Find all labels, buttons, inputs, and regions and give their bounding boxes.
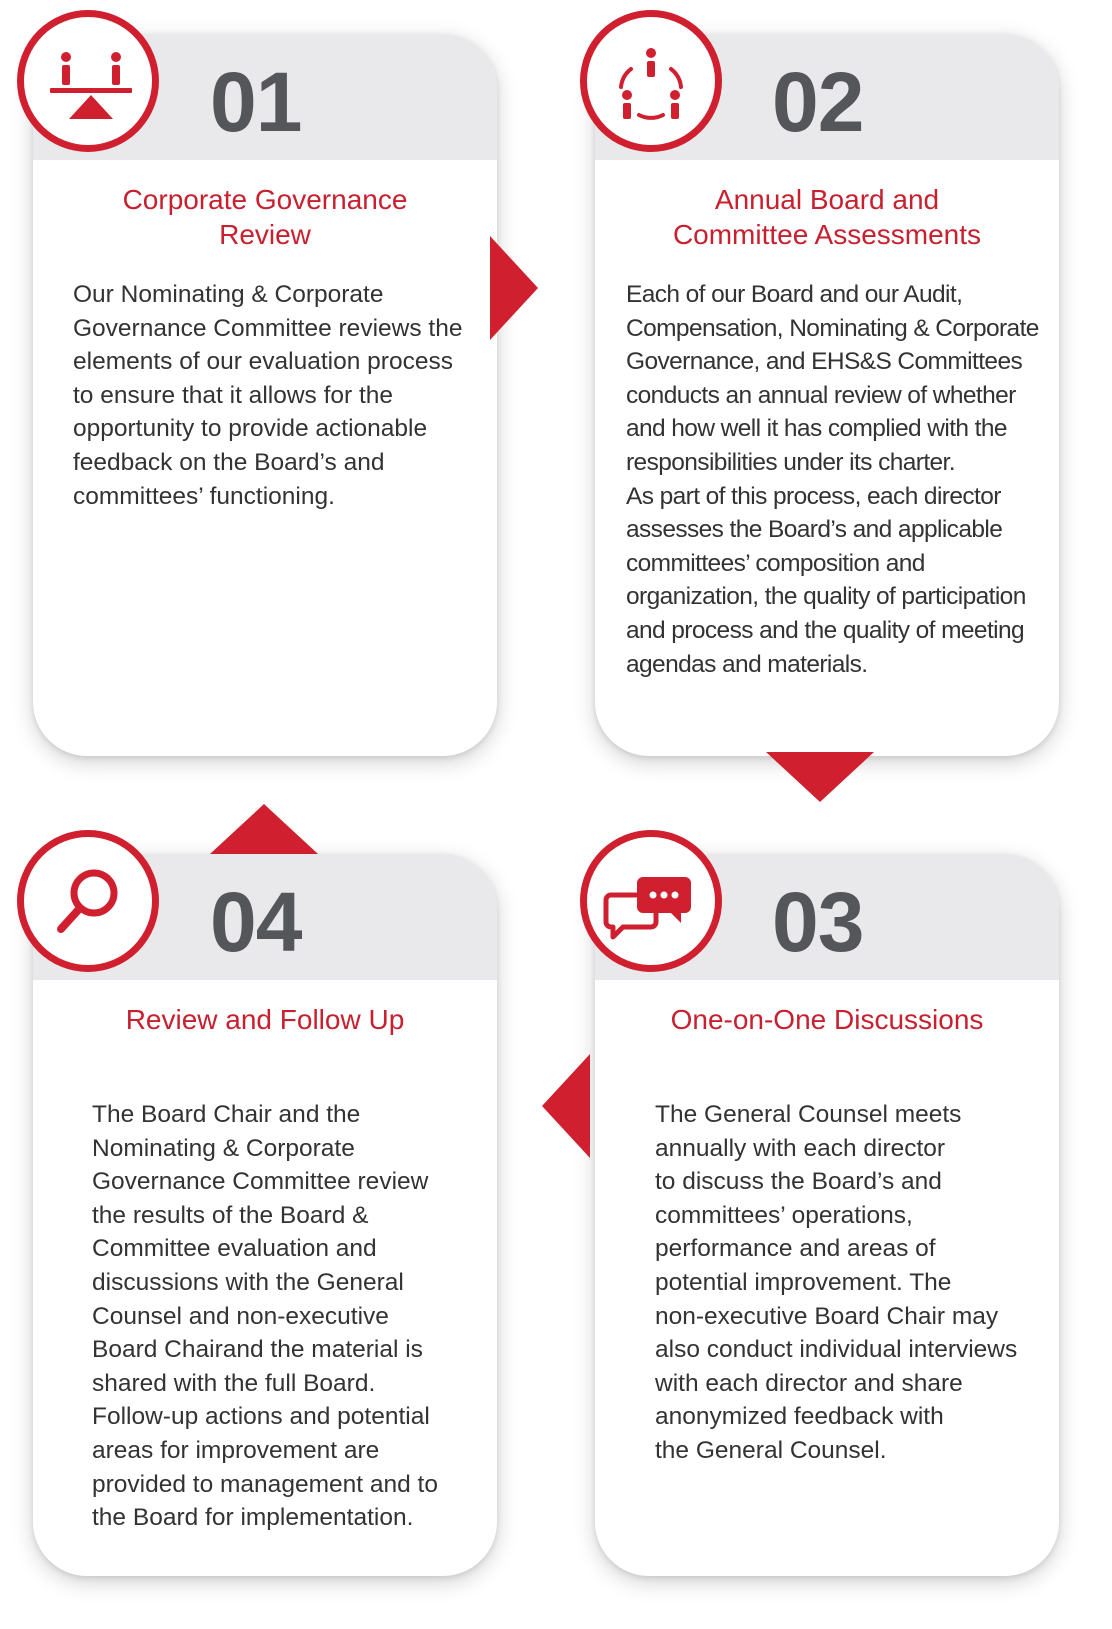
step-description: The Board Chair and the Nominating & Corporate Governance Committee review the results of the Board & Committee evaluation and discussions with the General Counsel and non-executive Board Chairand the material is shared with the full Board. Follow-up actions and potential areas for improvement are provided to management and to the Board for implementation. — [92, 1101, 438, 1532]
step-title: One-on-One Discussions — [670, 1004, 984, 1035]
step-title: Corporate Governance Review — [122, 184, 408, 250]
arrow-left-03-to-04 — [542, 1054, 590, 1158]
step-number: 03 — [772, 875, 864, 969]
arrow-right-01-to-02 — [490, 236, 538, 340]
step-title: Annual Board and Committee Assessments — [672, 184, 982, 250]
step-description: The General Counsel meets annually with each director to discuss the Board’s and committees’ operations, performance and areas of potential improvement. The non-executive Board Chair may also conduct individual interviews with each director and share anonymized feedback with the General Counsel. — [655, 1101, 1018, 1464]
step-title: Review and Follow Up — [125, 1004, 405, 1035]
arrow-down-02-to-03 — [766, 752, 874, 802]
step-description: Our Nominating & Corporate Governance Committee reviews the elements of our evaluation process to ensure that it allows for the opportunity to provide actionable feedback on the Board’s and committees’ functioning. — [73, 281, 463, 510]
arrow-up-04-to-01 — [210, 804, 318, 854]
balance-scale-icon — [17, 10, 159, 152]
step-description: Each of our Board and our Audit, Compensation, Nominating & Corporate Governance, and EHS&S Committees conducts an annual review of whether and how well it has complied with the responsibilities under its charter. As part of this process, each director assesses the Board’s and applicable committees’ composition and organization, the quality of participation and process and the quality of meeting agendas and materials. — [626, 281, 1039, 678]
step-number: 01 — [210, 55, 302, 149]
step-number: 04 — [210, 875, 302, 969]
magnifier-icon — [17, 830, 159, 972]
step-number: 02 — [772, 55, 864, 149]
chat-bubbles-icon — [580, 830, 722, 972]
group-circle-icon — [580, 10, 722, 152]
